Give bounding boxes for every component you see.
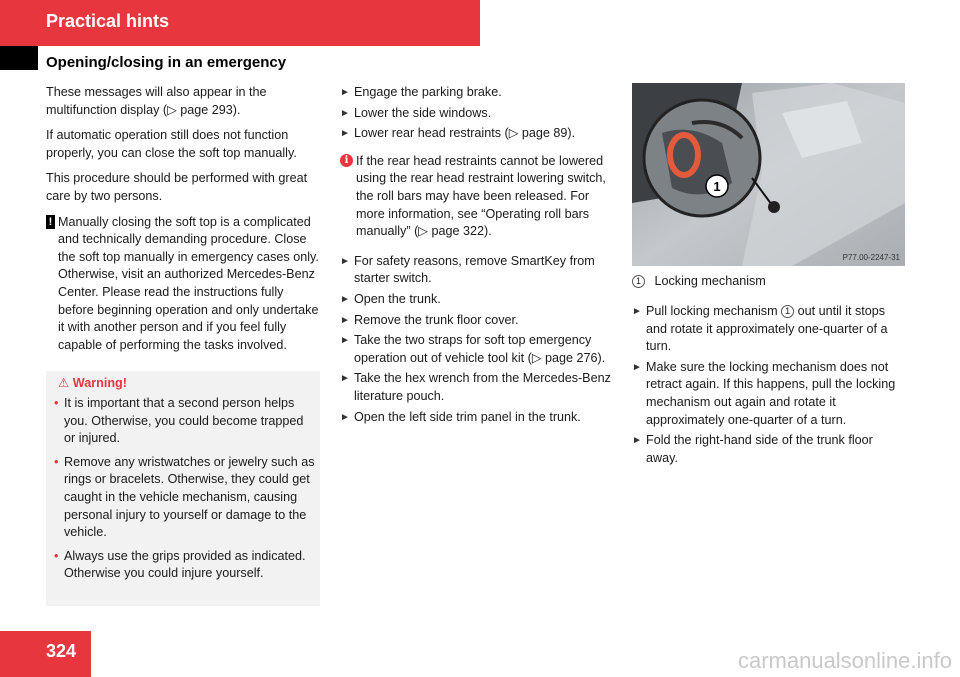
- warning-item: [52, 395, 316, 448]
- warning-item: [52, 548, 316, 583]
- step-item: [340, 105, 616, 123]
- page-number: 324: [46, 641, 77, 661]
- steps-list: [340, 84, 616, 143]
- step-item: [340, 370, 616, 405]
- column-2: [340, 84, 616, 429]
- section-title: Practical hints: [46, 11, 170, 31]
- arrow-icon: ►: [340, 293, 350, 305]
- step-item: [632, 359, 908, 429]
- warning-list: [52, 395, 316, 589]
- step-item: [340, 409, 616, 427]
- step-text: Take the hex wrench from the Mercedes-Benz literature pouch.: [354, 371, 611, 403]
- arrow-icon: ►: [340, 373, 350, 385]
- step-text: Take the two straps for soft top emergency operation out of vehicle tool kit (▷ page 276).: [354, 333, 606, 365]
- locking-mechanism-photo: [632, 83, 905, 266]
- step-item: [340, 84, 616, 102]
- step-text: Make sure the locking mechanism does not retract again. If this happens, pull the locking mechanism out again and rotate it approximately one-quarter of a turn.: [646, 359, 896, 427]
- steps-list: [340, 253, 616, 426]
- photo-callout-number: 1: [713, 179, 721, 194]
- paragraph: These messages will also appear in the multifunction display (▷ page 293).: [46, 85, 267, 117]
- section-tab: [0, 46, 38, 70]
- step-text: For safety reasons, remove SmartKey from starter switch.: [354, 253, 595, 286]
- step-text: Open the trunk.: [354, 291, 441, 306]
- photo-caption: [632, 274, 766, 288]
- arrow-icon: ►: [340, 335, 350, 347]
- step-text: Fold the right-hand side of the trunk floor away.: [646, 433, 873, 465]
- bullet-icon: •: [54, 454, 59, 469]
- arrow-icon: ►: [340, 87, 350, 98]
- bullet-icon: •: [54, 396, 59, 410]
- step-item: [340, 253, 616, 288]
- step-text: Remove the trunk floor cover.: [354, 312, 519, 327]
- step-text: Open the left side trim panel in the trunk.: [354, 409, 581, 424]
- page-subtitle: Opening/closing in an emergency: [46, 54, 287, 71]
- step-item: [340, 332, 616, 367]
- caution-note-text: Manually closing the soft top is a complicated and technically demanding procedure. Close the soft top manually in emergency cases only. Otherwise, visit an authorized Mercedes-Benz Center. Please read the instructions fully before beginning operation and only undertake it with another person and if you feel fully capable of performing the tasks involved.: [58, 214, 319, 352]
- watermark: carmanualsonline.info: [737, 648, 952, 673]
- caption-text: Locking mechanism: [654, 274, 766, 288]
- photo-illustration: [632, 83, 905, 266]
- arrow-icon: ►: [632, 435, 642, 447]
- paragraph: If automatic operation still does not function properly, you can close the soft top manually.: [46, 128, 297, 160]
- column-1: [46, 84, 322, 354]
- paragraph: This procedure should be performed with great care by two persons.: [46, 171, 308, 203]
- step-text: Lower rear head restraints (▷ page 89).: [354, 126, 576, 141]
- steps-list: [632, 303, 908, 467]
- info-note-text: If the rear head restraints cannot be lowered using the rear head restraint lowering switch, the roll bars may have been released. For more information, see “Operating roll bars manually” (▷ page 322).: [356, 153, 606, 239]
- bullet-icon: •: [54, 548, 59, 563]
- warning-heading: [58, 375, 127, 390]
- column-3: [632, 303, 908, 470]
- info-note: [340, 153, 616, 241]
- warning-title: Warning!: [72, 376, 127, 390]
- step-item: [340, 291, 616, 309]
- warning-box: [46, 371, 320, 606]
- photo-code: P77.00-2247-31: [842, 253, 900, 262]
- step-text: Engage the parking brake.: [354, 85, 502, 99]
- arrow-icon: ►: [340, 128, 350, 140]
- caution-note: [46, 214, 322, 355]
- step-item: [632, 303, 908, 356]
- arrow-icon: ►: [340, 314, 350, 326]
- arrow-icon: ►: [340, 411, 350, 423]
- arrow-icon: ►: [340, 107, 350, 119]
- warning-item-text: It is important that a second person helps you. Otherwise, you could become trapped or injured.: [64, 396, 304, 446]
- arrow-icon: ►: [632, 306, 642, 317]
- warning-item: [52, 454, 316, 542]
- warning-triangle-icon: ⚠: [58, 376, 70, 390]
- callout-number-badge: 1: [781, 305, 794, 318]
- step-item: [632, 432, 908, 467]
- step-text: Pull locking mechanism: [646, 304, 782, 318]
- warning-item-text: Remove any wristwatches or jewelry such as rings or bracelets. Otherwise, they could get caught in the vehicle mechanism, causing personal injury to yourself or damage to the vehicle.: [64, 454, 315, 540]
- exclamation-icon: !: [46, 215, 55, 229]
- step-text: Lower the side windows.: [354, 105, 492, 120]
- info-icon: i: [340, 154, 353, 167]
- step-item: [340, 125, 616, 143]
- step-item: [340, 312, 616, 330]
- warning-item-text: Always use the grips provided as indicated. Otherwise you could injure yourself.: [64, 548, 306, 581]
- callout-number-badge: 1: [632, 275, 645, 288]
- arrow-icon: ►: [632, 361, 642, 373]
- step-text: out until it stops and rotate it approximately one-quarter of a turn.: [646, 304, 888, 354]
- arrow-icon: ►: [340, 255, 350, 267]
